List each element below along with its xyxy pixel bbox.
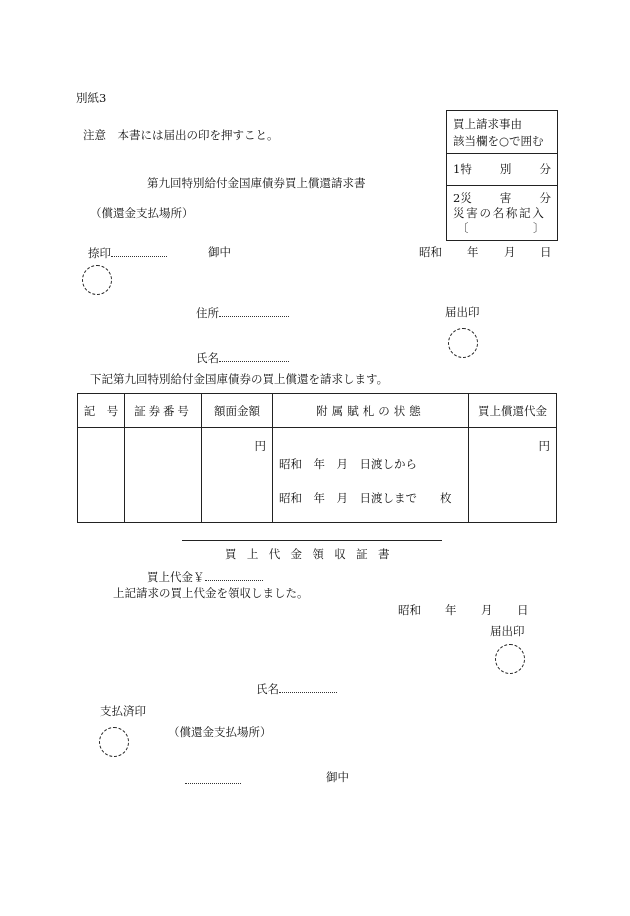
registered-seal-top-circle bbox=[448, 328, 478, 358]
receipt-divider bbox=[182, 540, 442, 541]
condition-to: 昭和 年 月 日渡しまで 枚 bbox=[279, 491, 452, 505]
col-header-symbol: 記 号 bbox=[78, 394, 125, 428]
request-sentence: 下記第九回特別給付金国庫債券の買上償還を請求します。 bbox=[90, 372, 389, 386]
reason-option-special: 1特 別 分 bbox=[453, 162, 551, 176]
stamp-circle bbox=[82, 265, 112, 295]
notice-text: 注意 本書には届出の印を押すこと。 bbox=[83, 128, 279, 142]
date-day-top: 日 bbox=[540, 245, 552, 259]
date-year-top: 年 bbox=[467, 245, 479, 259]
bracket-close: 〕 bbox=[533, 221, 545, 235]
receipt-title: 買上代金領収証書 bbox=[225, 547, 400, 561]
receipt-name-line: 氏名 bbox=[256, 683, 337, 696]
yen-unit-face: 円 bbox=[254, 439, 266, 453]
disaster-name-label: 災害の名称記入 bbox=[453, 206, 546, 220]
document-title: 第九回特別給付金国庫債券買上償還請求書 bbox=[147, 176, 366, 190]
cell-certificate-number bbox=[125, 428, 202, 523]
reason-box bbox=[446, 110, 558, 241]
paid-seal-circle bbox=[99, 727, 129, 757]
claim-table bbox=[77, 393, 557, 523]
reason-option-disaster: 2災 害 分 bbox=[453, 191, 551, 205]
cell-coupon-status bbox=[273, 428, 469, 523]
date-era-top: 昭和 bbox=[419, 245, 442, 259]
registered-seal-top-label: 届出印 bbox=[445, 305, 480, 319]
cell-face-value bbox=[202, 428, 273, 523]
condition-from: 昭和 年 月 日渡しから bbox=[279, 457, 417, 471]
name-line-top: 氏名 bbox=[196, 352, 289, 365]
receipt-registered-seal-circle bbox=[495, 644, 525, 674]
receipt-date-day: 日 bbox=[517, 603, 529, 617]
col-header-coupon-status: 附属賦札の状態 bbox=[273, 394, 469, 428]
receipt-redemption-place: （償還金支払場所） bbox=[168, 725, 272, 739]
col-header-face-value: 額面金額 bbox=[202, 394, 273, 428]
date-month-top: 月 bbox=[504, 245, 516, 259]
gochu-top: 御中 bbox=[208, 245, 231, 259]
receipt-gochu: 御中 bbox=[326, 770, 349, 784]
address-line: 住所 bbox=[196, 307, 289, 320]
redemption-place-top: （償還金支払場所） bbox=[90, 206, 194, 220]
col-header-redemption-amount: 買上償還代金 bbox=[469, 394, 557, 428]
yen-unit-redemption: 円 bbox=[538, 439, 550, 453]
reason-box-line2: 該当欄を○で囲む bbox=[453, 134, 544, 148]
reason-box-line1: 買上請求事由 bbox=[453, 117, 522, 131]
receipt-date-era: 昭和 bbox=[398, 603, 421, 617]
receipt-sentence: 上記請求の買上代金を領収しました。 bbox=[113, 586, 309, 600]
cell-redemption-amount bbox=[469, 428, 557, 523]
receipt-date-year: 年 bbox=[445, 603, 457, 617]
col-header-certificate-number: 証券番号 bbox=[125, 394, 202, 428]
appendix-label: 別紙3 bbox=[76, 91, 107, 105]
receipt-date-month: 月 bbox=[481, 603, 493, 617]
receipt-amount-line: 買上代金￥ bbox=[147, 571, 263, 584]
stamp-label: 捺印 bbox=[88, 247, 167, 260]
cell-symbol bbox=[78, 428, 125, 523]
paid-seal-label: 支払済印 bbox=[100, 704, 146, 718]
receipt-place-dots bbox=[185, 774, 241, 787]
bracket-open: 〔 bbox=[457, 221, 469, 235]
receipt-registered-seal-label: 届出印 bbox=[490, 624, 525, 638]
